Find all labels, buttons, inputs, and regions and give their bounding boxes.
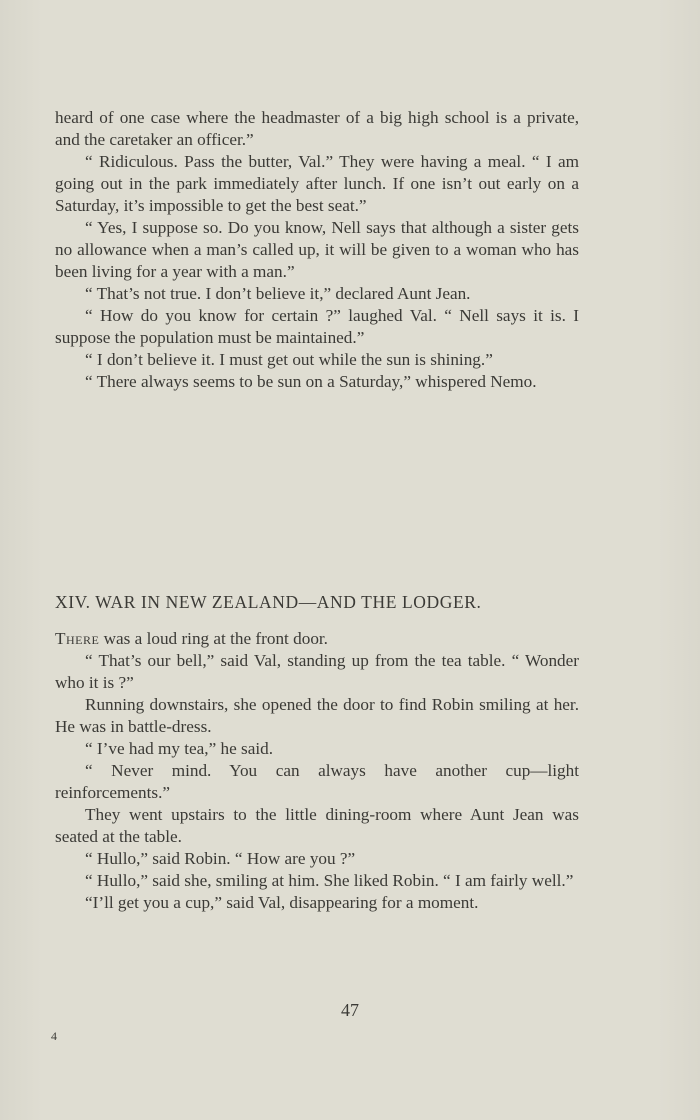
paragraph: “ Yes, I suppose so. Do you know, Nell says that although a sister gets no allowance when a man’s called up, it will be given to a woman who has been living for a year with a man.” (55, 218, 579, 281)
body-text-chapter (55, 628, 579, 914)
paragraph: “ There always seems to be sun on a Saturday,” whispered Nemo. (85, 372, 537, 391)
paragraph: heard of one case where the headmaster of a big high school is a private, and the caretaker an officer.” (55, 108, 579, 149)
chapter-first-rest: was a loud ring at the front door. (99, 629, 328, 648)
paragraph: “ I’ve had my tea,” he said. (85, 739, 274, 758)
chapter-heading: XIV. WAR IN NEW ZEALAND—AND THE LODGER. (55, 592, 482, 612)
paragraph: “ Hullo,” said she, smiling at him. She liked Robin. “ I am fairly well.” (85, 871, 574, 890)
signature-mark: 4 (51, 1029, 57, 1043)
chapter-first-word: There (55, 629, 100, 648)
paragraph: Running downstairs, she opened the door to find Robin smiling at her. He was in battle-dress. (55, 695, 579, 736)
paragraph: “ Ridiculous. Pass the butter, Val.” They were having a meal. “ I am going out in the park immediately after lunch. If one isn’t out early on a Saturday, it’s impossible to get the best seat.” (55, 152, 579, 215)
paragraph: “I’ll get you a cup,” said Val, disappearing for a moment. (85, 893, 479, 912)
paragraph: “ That’s not true. I don’t believe it,” declared Aunt Jean. (85, 284, 471, 303)
paragraph: “ Never mind. You can always have another cup—light reinforcements.” (55, 761, 579, 802)
paragraph: “ Hullo,” said Robin. “ How are you ?” (85, 849, 356, 868)
page-number: 47 (341, 1000, 359, 1020)
paragraph: “ I don’t believe it. I must get out while the sun is shining.” (85, 350, 493, 369)
body-text-top (55, 107, 579, 393)
paragraph: “ How do you know for certain ?” laughed Val. “ Nell says it is. I suppose the population must be maintained.” (55, 306, 579, 347)
paragraph: They went upstairs to the little dining-room where Aunt Jean was seated at the table. (55, 805, 579, 846)
paragraph: “ That’s our bell,” said Val, standing up from the tea table. “ Wonder who it is ?” (55, 651, 579, 692)
chapter-opening-paragraph (55, 628, 579, 650)
